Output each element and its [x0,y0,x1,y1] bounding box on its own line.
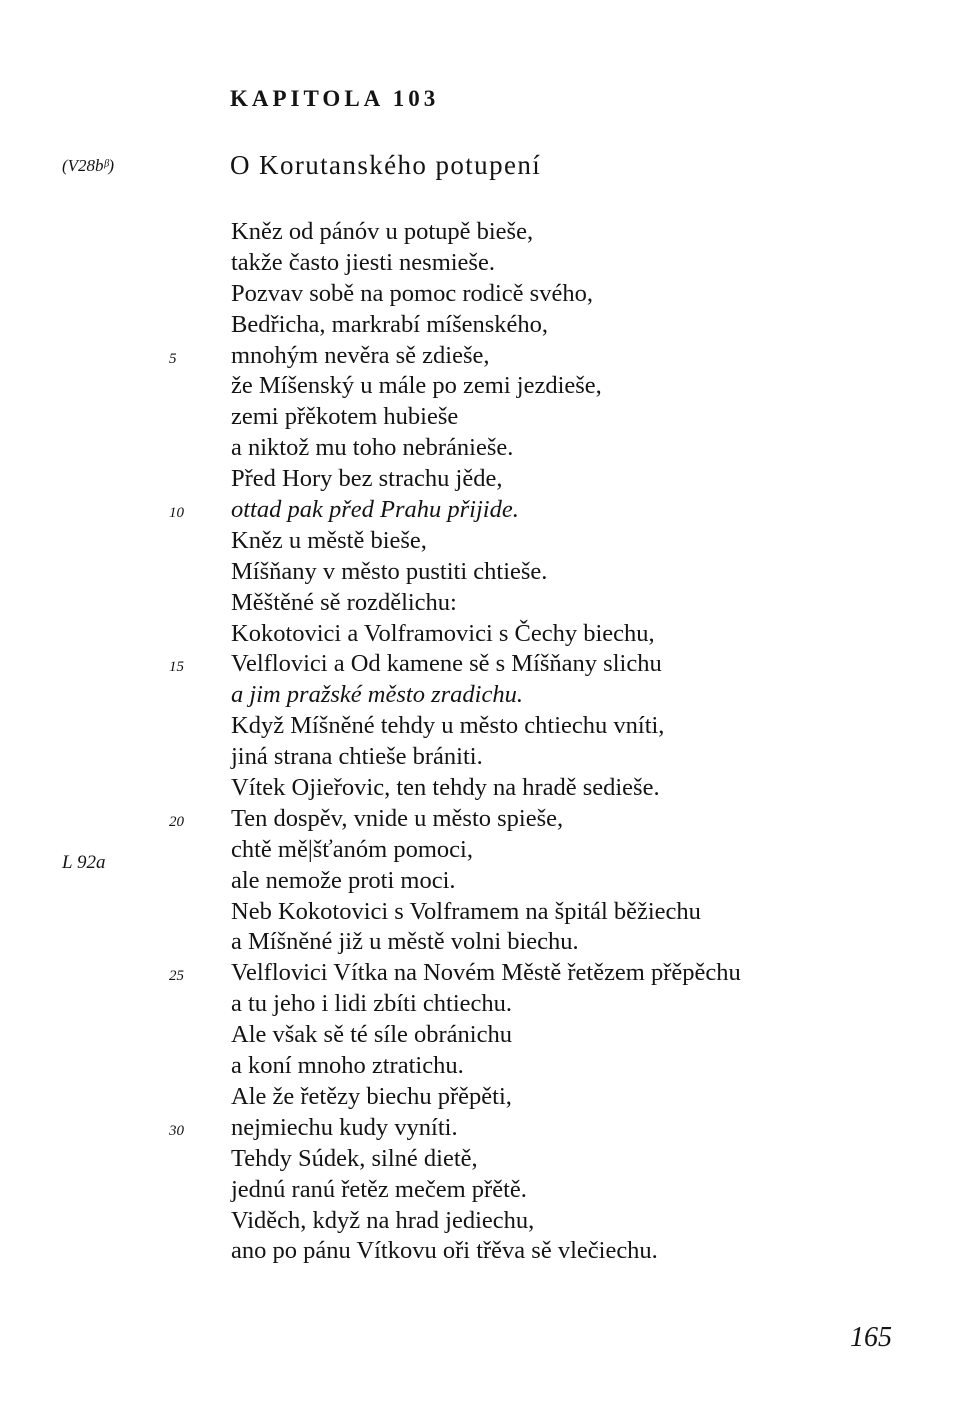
verse-line [231,217,741,248]
verse-line [231,248,741,279]
verse-text: a Míšněné již u městě volni biechu. [231,928,579,956]
verse-line [169,341,741,372]
verse-line [231,897,741,928]
verse-line [231,742,741,773]
verse-line [231,557,741,588]
verse-line [169,804,741,835]
verse-text: Tehdy Súdek, silné dietě, [231,1144,478,1172]
line-number: 5 [169,350,177,367]
verse-line [231,711,741,742]
verse-line [231,927,741,958]
verse-line [231,1236,741,1267]
verse-line [231,989,741,1020]
verse-text: jiná strana chtieše brániti. [231,743,483,771]
manuscript-reference: (V28bᵝ) [62,156,115,175]
verse-line [231,835,741,866]
verse-line [231,1206,741,1237]
verse-text: Pozvav sobě na pomoc rodicě svého, [231,279,593,307]
verse-line [231,279,741,310]
verse-text: Vítek Ojieřovic, ten tehdy na hradě sedieše. [231,774,660,802]
verse-line [231,433,741,464]
verse-line [231,402,741,433]
verse-text: ottad pak před Prahu přijide. [231,496,519,524]
verse-text: Neb Kokotovici s Volframem na špitál běžiechu [231,897,701,925]
verse-line [169,649,741,680]
verse-text: a koní mnoho ztratichu. [231,1052,464,1080]
verse-line [231,464,741,495]
verse-text: mnohým nevěra sě zdieše, [231,341,490,369]
line-number: 15 [169,659,184,676]
verse-line [169,958,741,989]
verse-line [231,773,741,804]
chapter-title: O Korutanského potupení [230,150,542,180]
verse-line [169,495,741,526]
verse-text: a jim pražské město zradichu. [231,681,523,709]
verse-text: Míšňany v město pustiti chtieše. [231,557,548,585]
verse-line [231,1020,741,1051]
verse-line [231,526,741,557]
verse-text: Bedřicha, markrabí míšenského, [231,310,549,338]
verse-text: a tu jeho i lidi zbíti chtiechu. [231,990,512,1018]
verse-line [231,866,741,897]
verse-text: nejmiechu kudy vyníti. [231,1113,458,1141]
verse-text: ale nemože proti moci. [231,866,456,894]
verse-text: Kokotovici a Volframovici s Čechy biechu, [231,619,655,647]
verse-text: Když Míšněné tehdy u město chtiechu vníti, [231,712,665,740]
verse-text: a niktož mu toho nebránieše. [231,434,514,462]
verse-text: že Míšenský u mále po zemi jezdieše, [231,372,602,400]
verse-line [169,1113,741,1144]
verse-line [231,588,741,619]
page-number: 165 [850,1322,892,1353]
verse-text: jednú ranú řetěz mečem přětě. [231,1175,527,1203]
verse-line [231,310,741,341]
verse-text: Velflovici Vítka na Novém Městě řetězem přěpěchu [231,959,741,987]
verse-line [231,1082,741,1113]
verse-line [231,680,741,711]
verse-text: Před Hory bez strachu jěde, [231,465,503,493]
verse-line [231,1175,741,1206]
verse-text: Kněz od pánóv u potupě bieše, [231,218,534,245]
verse-text: chtě mě|šťanóm pomoci, [231,835,473,863]
verse-text: Kněz u městě bieše, [231,526,427,554]
verse-text: ano po pánu Vítkovu oři třěva sě vlečiechu. [231,1237,658,1265]
verse-text: Velflovici a Od kamene sě s Míšňany slichu [231,650,662,678]
verse-text: Ten dospěv, vnide u město spieše, [231,804,564,832]
folio-reference: L 92a [62,852,106,873]
line-number: 20 [169,813,184,830]
verse-text: Viděch, když na hrad jediechu, [231,1206,535,1234]
verse-text: Měštěné sě rozdělichu: [231,588,457,616]
verse-text: Ale však sě té síle obránichu [231,1021,512,1049]
chapter-heading: KAPITOLA 103 [230,86,440,111]
line-number: 30 [169,1122,184,1139]
verse-list [169,217,741,1267]
verse-text: zemi přěkotem hubieše [231,403,459,431]
verse-line [231,1051,741,1082]
verse-line [231,619,741,650]
line-number: 25 [169,968,184,985]
line-number: 10 [169,505,184,522]
verse-line [231,371,741,402]
verse-text: takže často jiesti nesmieše. [231,248,495,276]
verse-text: Ale že řetězy biechu přěpěti, [231,1082,512,1110]
verse-line [231,1144,741,1175]
